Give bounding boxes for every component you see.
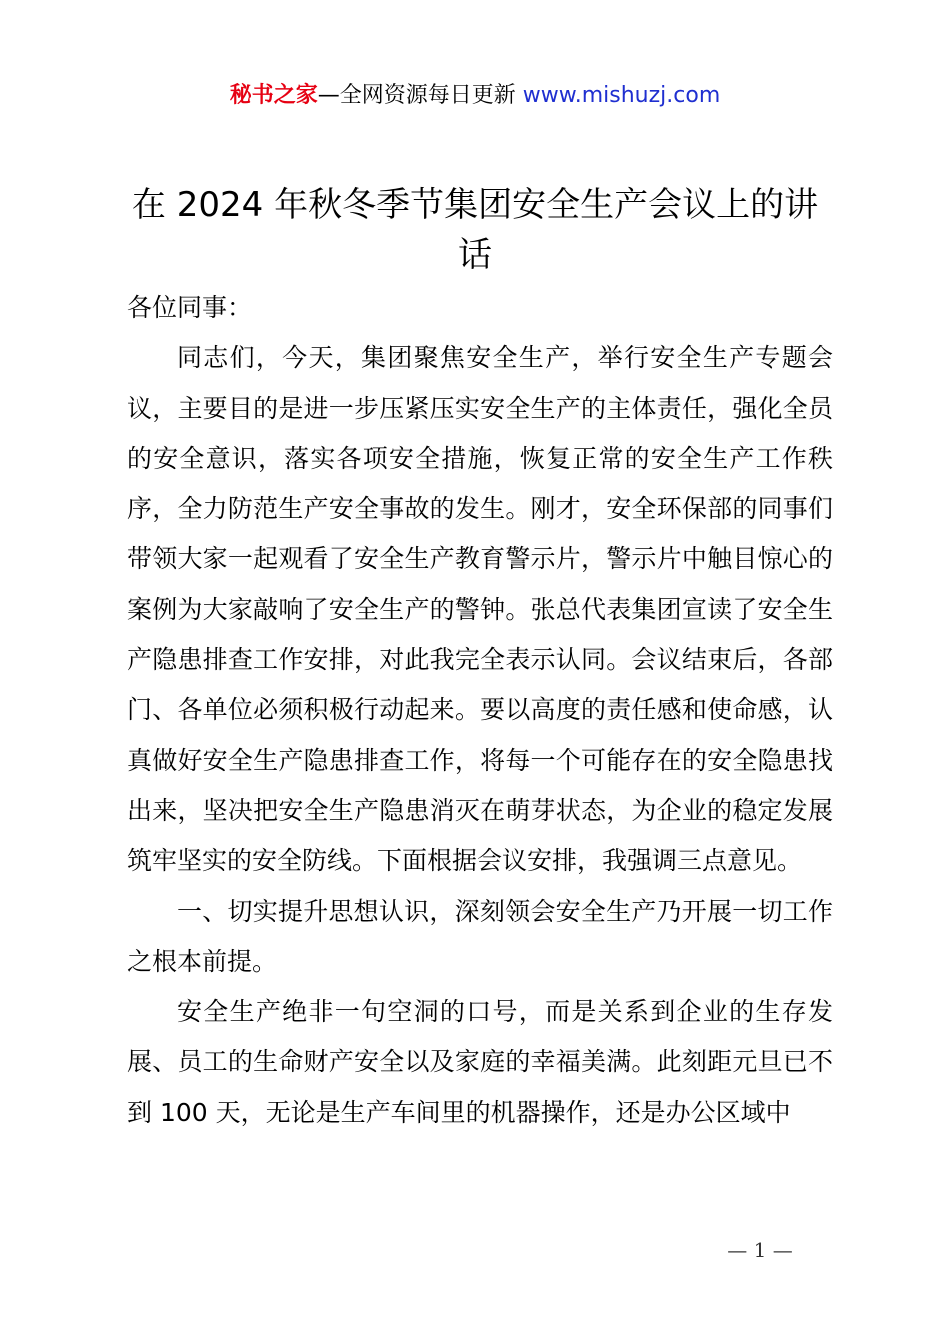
section-heading-1: 一、切实提升思想认识，深刻领会安全生产乃开展一切工作之根本前提。	[127, 896, 833, 976]
site-tagline: —全网资源每日更新	[317, 83, 516, 108]
site-brand: 秘书之家	[229, 83, 318, 108]
site-url-link[interactable]: www.mishuzj.com	[522, 83, 721, 108]
page-number: — 1 —	[727, 1238, 793, 1262]
salutation: 各位同事：	[127, 293, 253, 322]
paragraph-2: 安全生产绝非一句空洞的口号，而是关系到企业的生存发展、员工的生命财产安全以及家庭的幸福美满。此刻距元旦已不到 100 天，无论是生产车间里的机器操作，还是办公区域中	[127, 997, 833, 1127]
paragraph-1: 同志们，今天，集团聚焦安全生产，举行安全生产专题会议，主要目的是进一步压紧压实安全生产的主体责任，强化全员的安全意识，落实各项安全措施，恢复正常的安全生产工作秩序，全力防范生产安全事故的发生。刚才，安全环保部的同事们带领大家一起观看了安全生产教育警示片，警示片中触目惊心的案例为大家敲响了安全生产的警钟。张总代表集团宣读了安全生产隐患排查工作安排，对此我完全表示认同。会议结束后，各部门、各单位必须积极行动起来。要以高度的责任感和使命感，认真做好安全生产隐患排查工作，将每一个可能存在的安全隐患找出来，坚决把安全生产隐患消灭在萌芽状态，为企业的稳定发展筑牢坚实的安全防线。下面根据会议安排，我强调三点意见。	[127, 343, 833, 876]
document-body	[127, 283, 833, 1138]
document-title: 在 2024 年秋冬季节集团安全生产会议上的讲话	[131, 185, 819, 275]
site-header	[0, 80, 950, 112]
